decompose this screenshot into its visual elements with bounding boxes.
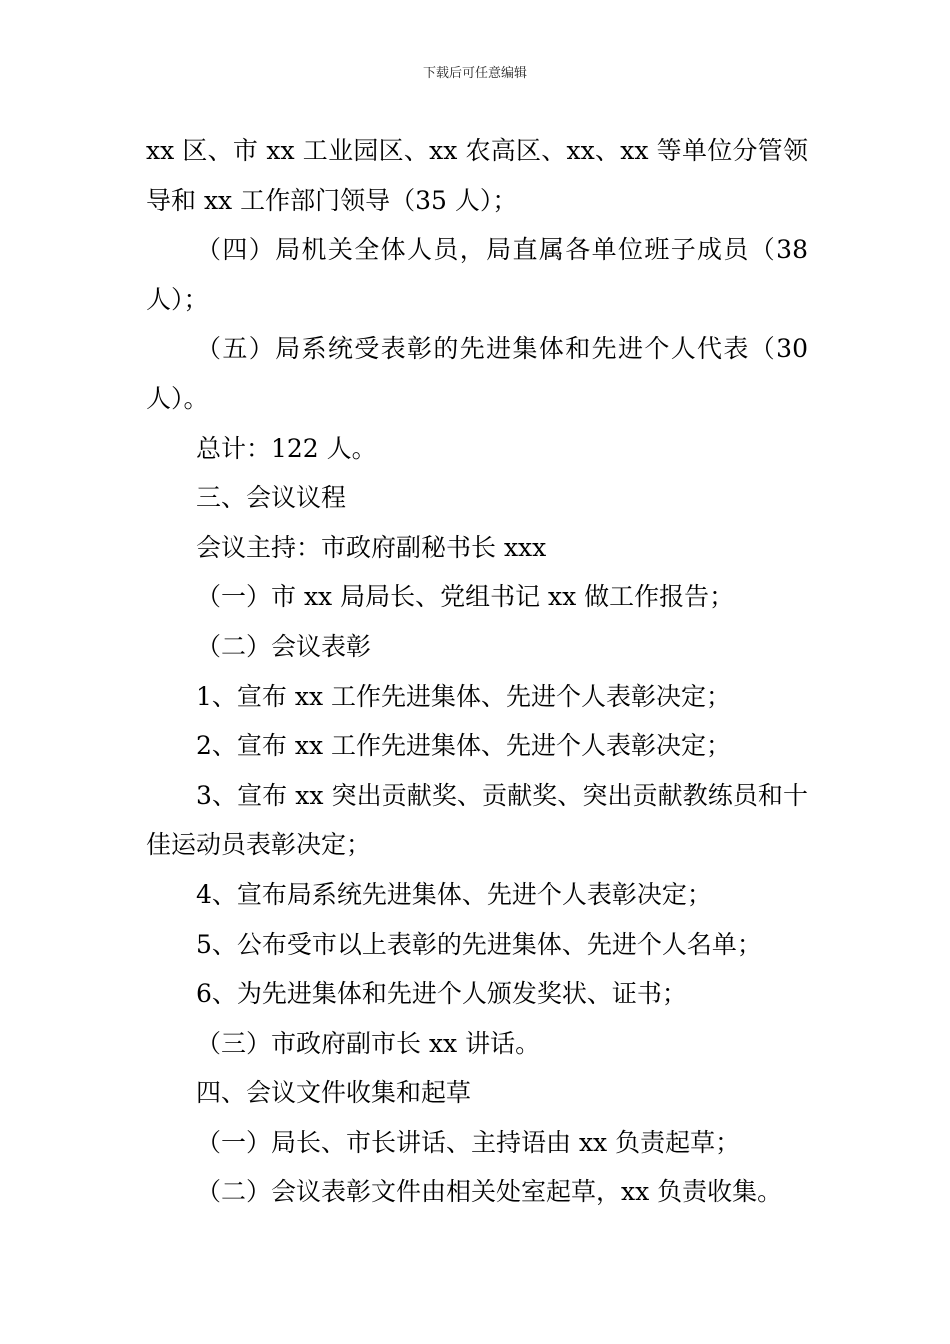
list-item: 5、公布受市以上表彰的先进集体、先进个人名单；: [196, 929, 762, 959]
paragraph-line: 总计：122 人。: [196, 433, 377, 463]
page-header: 下载后可任意编辑: [422, 66, 527, 81]
document-body: [146, 126, 808, 1217]
agenda-item: （二）会议表彰文件由相关处室起草，xx 负责收集。: [196, 1177, 783, 1207]
paragraph-line: 人）；: [146, 284, 209, 314]
list-item: 2、宣布 xx 工作先进集体、先进个人表彰决定；: [196, 731, 731, 761]
paragraph-line: （五）局系统受表彰的先进集体和先进个人代表（30: [196, 334, 808, 364]
paragraph-line: 会议主持：市政府副秘书长 xxx: [196, 532, 547, 562]
agenda-item: （一）局长、市长讲话、主持语由 xx 负责起草；: [196, 1127, 741, 1157]
paragraph-line: xx 区、市 xx 工业园区、xx 农高区、xx、xx 等单位分管领: [146, 136, 808, 165]
agenda-item: （一）市 xx 局局长、党组书记 xx 做工作报告；: [196, 582, 735, 612]
list-item: 1、宣布 xx 工作先进集体、先进个人表彰决定；: [196, 681, 731, 711]
agenda-item: （二）会议表彰: [196, 631, 372, 661]
paragraph-line: 人）。: [146, 383, 209, 413]
section-heading: 四、会议文件收集和起草: [196, 1078, 472, 1108]
list-item: 3、宣布 xx 突出贡献奖、贡献奖、突出贡献教练员和十: [196, 780, 808, 810]
list-item: 4、宣布局系统先进集体、先进个人表彰决定；: [196, 879, 712, 909]
list-item-continuation: 佳运动员表彰决定；: [146, 830, 372, 860]
paragraph-line: （四）局机关全体人员，局直属各单位班子成员（38: [196, 235, 808, 265]
list-item: 6、为先进集体和先进个人颁发奖状、证书；: [196, 979, 687, 1009]
section-heading: 三、会议议程: [196, 483, 347, 513]
paragraph-line: 导和 xx 工作部门领导（35 人）；: [146, 185, 518, 215]
agenda-item: （三）市政府副市长 xx 讲话。: [196, 1028, 541, 1058]
